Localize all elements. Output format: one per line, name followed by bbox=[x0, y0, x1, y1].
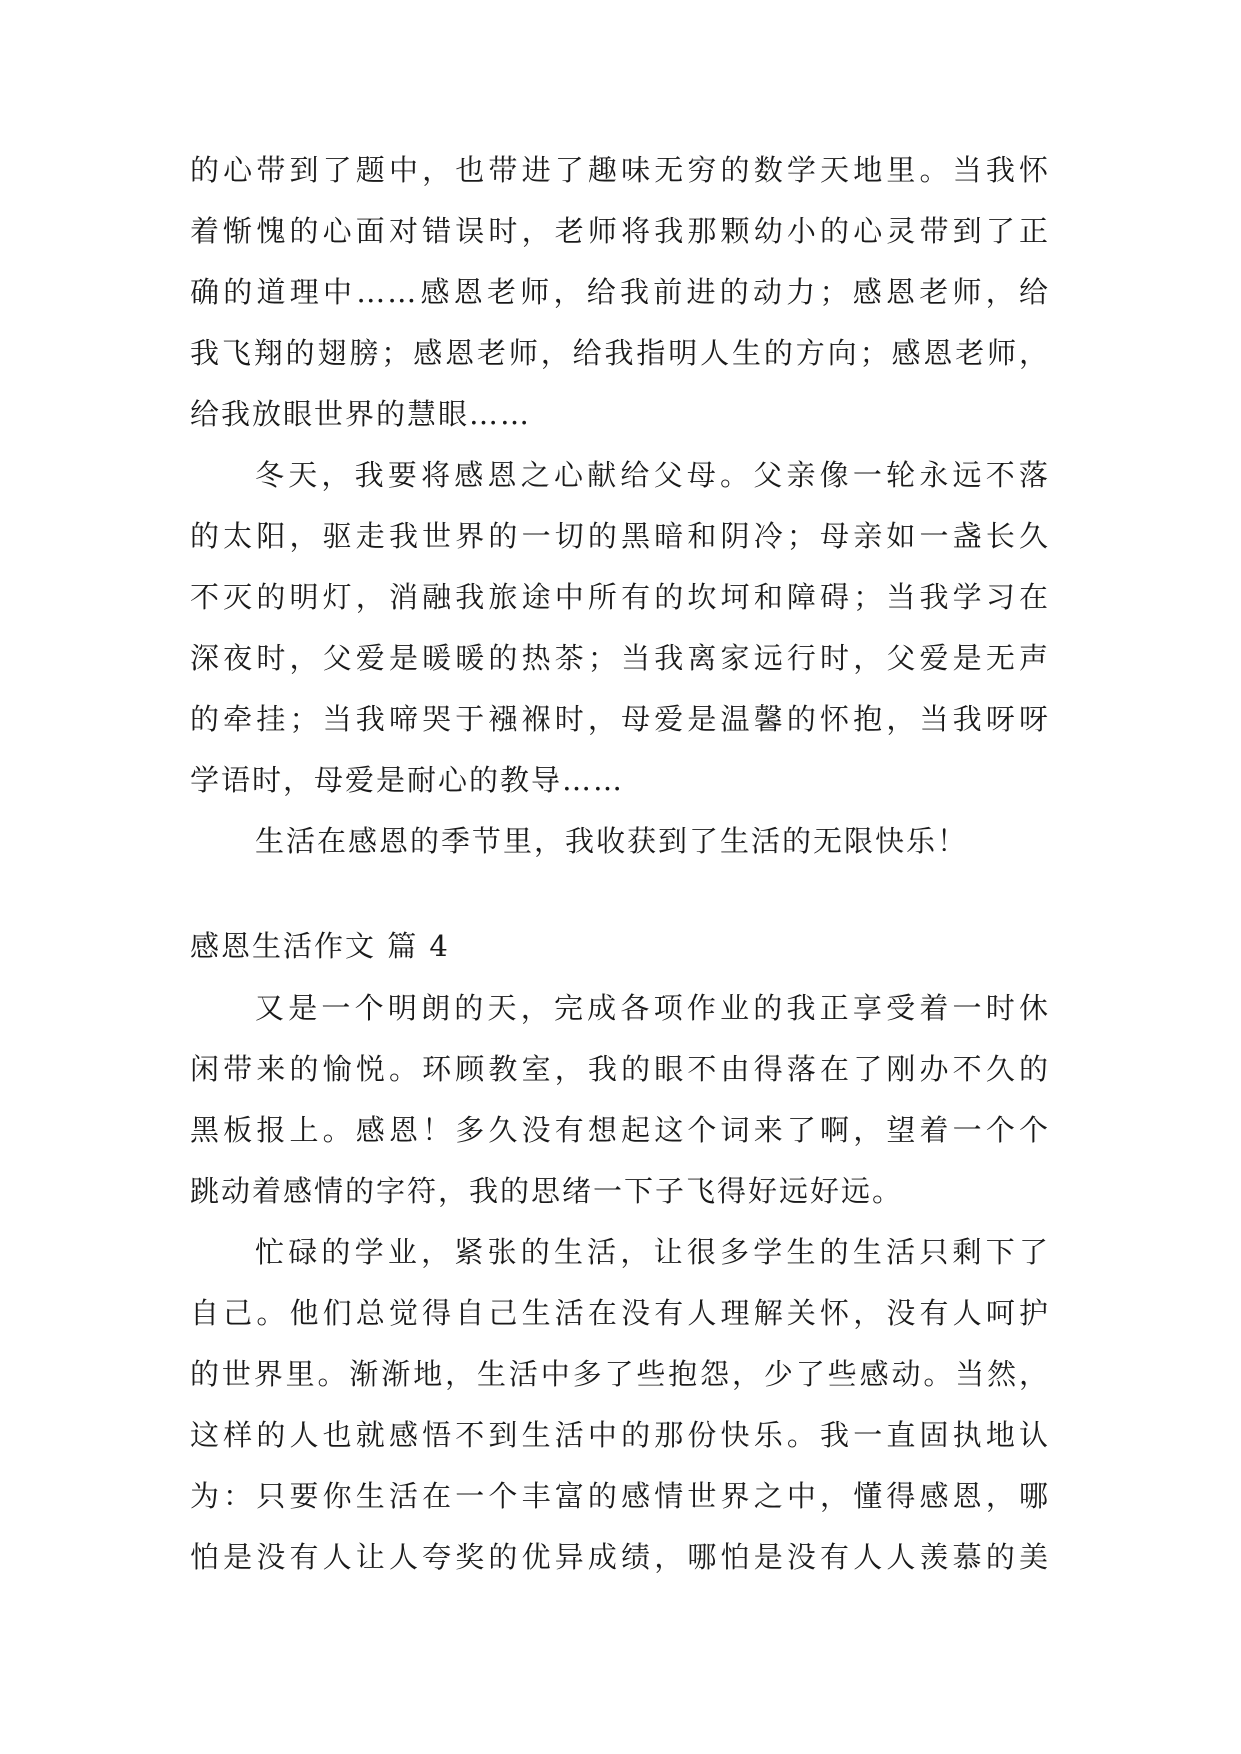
paragraph-line: 冬天，我要将感恩之心献给父母。父亲像一轮永远不落 bbox=[255, 458, 1050, 492]
paragraph-line: 着惭愧的心面对错误时，老师将我那颗幼小的心灵带到了正 bbox=[190, 214, 1050, 248]
paragraph-line: 我飞翔的翅膀；感恩老师，给我指明人生的方向；感恩老师， bbox=[190, 336, 1050, 370]
paragraph-line: 生活在感恩的季节里，我收获到了生活的无限快乐！ bbox=[255, 824, 969, 858]
paragraph-line: 确的道理中……感恩老师，给我前进的动力；感恩老师，给 bbox=[190, 275, 1050, 309]
paragraph-line: 这样的人也就感悟不到生活中的那份快乐。我一直固执地认 bbox=[190, 1418, 1050, 1452]
paragraph-line: 的太阳，驱走我世界的一切的黑暗和阴冷；母亲如一盏长久 bbox=[190, 519, 1050, 553]
paragraph-line: 的心带到了题中，也带进了趣味无穷的数学天地里。当我怀 bbox=[190, 153, 1050, 187]
paragraph-line: 跳动着感情的字符，我的思绪一下子飞得好远好远。 bbox=[190, 1174, 904, 1208]
paragraph-line: 深夜时，父爱是暖暖的热茶；当我离家远行时，父爱是无声 bbox=[190, 641, 1050, 675]
paragraph-line: 为：只要你生活在一个丰富的感情世界之中，懂得感恩，哪 bbox=[190, 1479, 1050, 1513]
paragraph-line: 不灭的明灯，消融我旅途中所有的坎坷和障碍；当我学习在 bbox=[190, 580, 1050, 614]
paragraph-line: 闲带来的愉悦。环顾教室，我的眼不由得落在了刚办不久的 bbox=[190, 1052, 1050, 1086]
section-heading: 感恩生活作文 篇 4 bbox=[190, 929, 450, 963]
paragraph-line: 的牵挂；当我啼哭于襁褓时，母爱是温馨的怀抱，当我呀呀 bbox=[190, 702, 1050, 736]
paragraph-line: 学语时，母爱是耐心的教导…… bbox=[190, 763, 625, 797]
paragraph-line: 自己。他们总觉得自己生活在没有人理解关怀，没有人呵护 bbox=[190, 1296, 1050, 1330]
paragraph-line: 忙碌的学业，紧张的生活，让很多学生的生活只剩下了 bbox=[255, 1235, 1050, 1269]
paragraph-line: 又是一个明朗的天，完成各项作业的我正享受着一时休 bbox=[255, 991, 1050, 1025]
paragraph-line: 怕是没有人让人夸奖的优异成绩，哪怕是没有人人羡慕的美 bbox=[190, 1540, 1050, 1574]
paragraph-line: 给我放眼世界的慧眼…… bbox=[190, 397, 532, 431]
paragraph-line: 黑板报上。感恩！多久没有想起这个词来了啊，望着一个个 bbox=[190, 1113, 1050, 1147]
paragraph-line: 的世界里。渐渐地，生活中多了些抱怨，少了些感动。当然， bbox=[190, 1357, 1050, 1391]
